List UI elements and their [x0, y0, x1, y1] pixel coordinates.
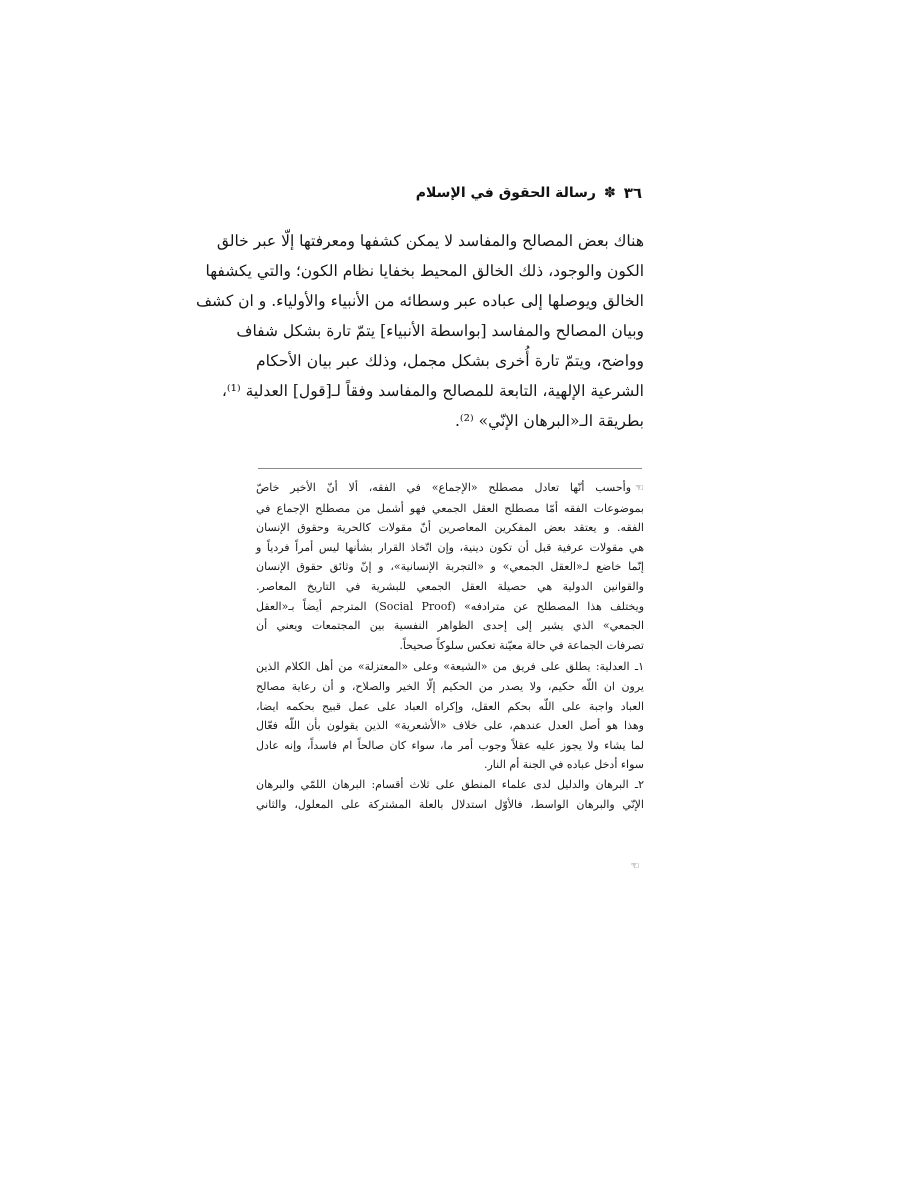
body-line: الشرعية الإلهية، التابعة للمصالح والمفاسد وفقاً لـ[قول] العدلية ⁽¹⁾،	[221, 382, 644, 400]
main-body-text	[195, 226, 644, 436]
footnote-2	[256, 775, 644, 814]
footnote-separator	[258, 468, 642, 469]
flower-ornament-icon: ✽	[603, 185, 616, 201]
footnote-line: العباد واجبة على اللّه بحكم العقل، وإكراه العباد على عمل قبيح بحكمه ايضا،	[256, 699, 644, 713]
running-header	[258, 180, 642, 206]
footnote-line: والقوانين الدولية هي حصيلة العقل الجمعي للبشرية في التاريخ المعاصر.	[256, 579, 644, 593]
footnote-line: سواء أدخل عباده في الجنة أم النار.	[484, 758, 644, 772]
book-title: رسالة الحقوق في الإسلام	[415, 185, 596, 201]
hand-pointer-icon: ☜	[635, 483, 644, 494]
body-line: هناك بعض المصالح والمفاسد لا يمكن كشفها ومعرفتها إلّا عبر خالق	[216, 232, 644, 250]
footnote-line: وهذا هو أصل العدل عندهم، على خلاف «الأشعرية» الذين يقولون بأن اللّه فعّال	[256, 719, 644, 733]
footnote-line: الجمعي» الذي يشير إلى إحدى الظواهر النفسية بين المجتمعات ويعني أن	[256, 619, 644, 633]
footnote-line: ☜وأحسب أنّها تعادل مصطلح «الإجماع» في الفقه، ألا أنّ الأخير خاصّ	[256, 481, 644, 494]
body-line: بطريقة الـ«البرهان الإنّي» ⁽²⁾.	[454, 412, 644, 430]
body-line: الكون والوجود، ذلك الخالق المحيط بخفايا نظام الكون؛ والتي يكشفها	[205, 262, 644, 280]
footnote-line: الفقه. و يعتقد بعض المفكرين المعاصرين أنّ مقولات كالحرية وحقوق الإنسان	[256, 521, 644, 535]
footnote-line: تصرفات الجماعة في حالة معيّنة تعكس سلوكاً صحيحاً.	[399, 638, 644, 652]
footnote-1	[256, 657, 644, 775]
footnote-line: ٢ـ البرهان والدليل لدى علماء المنطق على ثلاث أقسام: البرهان اللمّي والبرهان	[256, 777, 644, 791]
body-line: وبيان المصالح والمفاسد [بواسطة الأنبياء] يتمّ تارة بشكل شفاف	[236, 322, 644, 340]
body-line: الخالق ويوصلها إلى عباده عبر وسطائه من الأنبياء والأولياء. و ان كشف	[195, 292, 644, 310]
footnote-line: إنّما خاضع لـ«العقل الجمعي» و «التجربة الإنسانية»، و إنّ وثائق حقوق الإنسان	[256, 560, 644, 574]
footnote-line: ١ـ العدلية: يطلق على فريق من «الشيعة» وعلى «المعتزلة» من أهل الكلام الذين	[256, 660, 644, 674]
footnote-line: هي مقولات عرفية قبل أن تكون دينية، وإن اتّخاذ القرار بشأنها ليس أمراً فردياً و	[256, 540, 644, 554]
page-number: ٣٦	[623, 184, 642, 202]
footnote-line: الإنّي والبرهان الواسط، فالأوّل استدلال بالعلة المشتركة على المعلول، والثاني	[256, 797, 644, 811]
footnote-line: بموضوعات الفقه أمّا مصطلح العقل الجمعي فهو أشمل من مصطلح الإجماع في	[256, 501, 644, 515]
footnote-line: لما يشاء ولا يجوز عليه عقلاً وجوب أمر ما، سواء كان صالحاً ام فاسداً، وإنه عادل	[256, 738, 644, 752]
footnote-line: ويختلف هذا المصطلح عن مترادفه» (Social Proof) المترجم أيضاً بـ«العقل	[256, 599, 645, 613]
body-line: وواضح، ويتمّ تارة أُخرى بشكل مجمل، وذلك عبر بيان الأحكام	[256, 352, 644, 370]
continued-footnote	[256, 478, 644, 655]
footnotes	[256, 478, 644, 814]
hand-pointer-icon: ☜	[630, 861, 640, 872]
footnote-line: يرون ان اللّه حكيم، ولا يصدر من الحكيم إلّا الخير والصلاح، و أن رعاية مصالح	[256, 679, 644, 693]
